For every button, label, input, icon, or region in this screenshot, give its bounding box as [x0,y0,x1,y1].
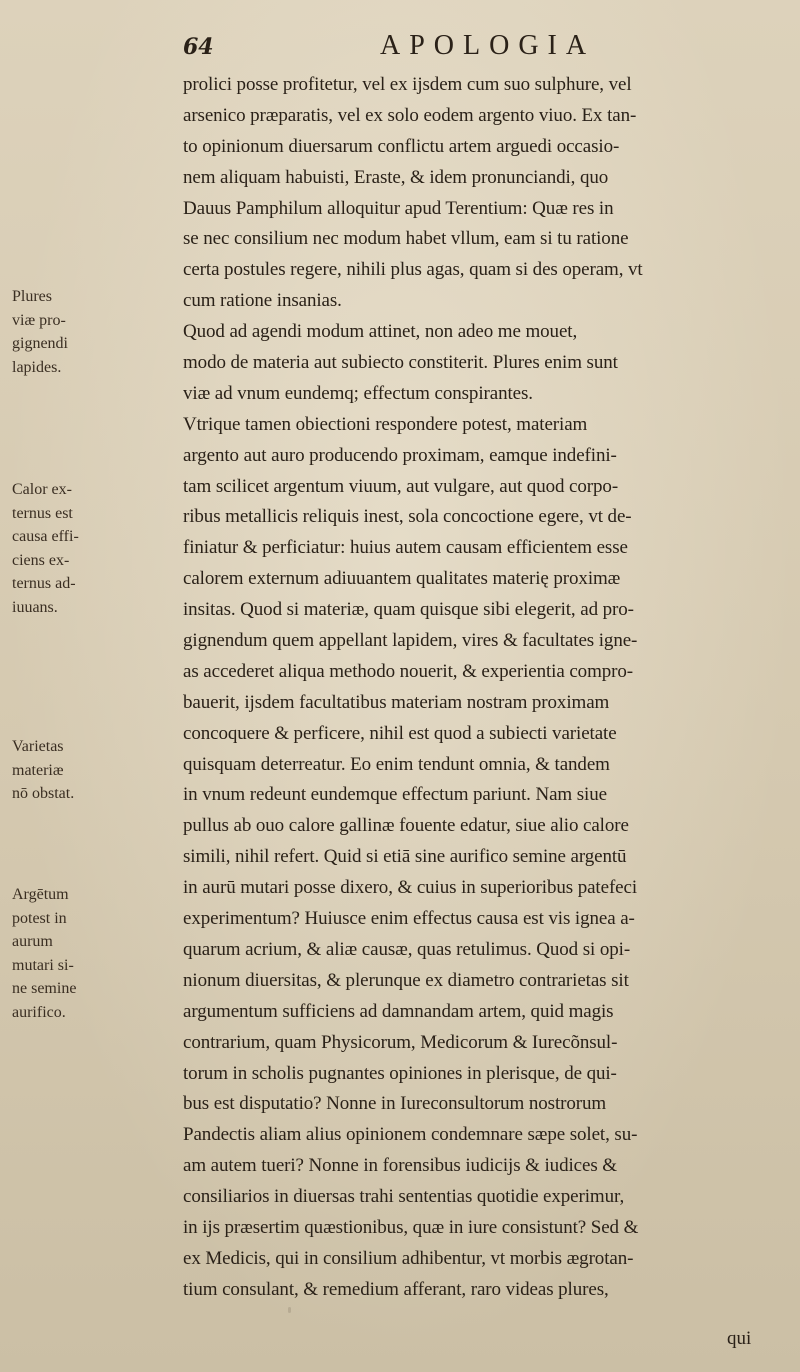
marginal-note-line: causa effi- [12,528,79,545]
text-line: am autem tueri? Nonne in forensibus iudicijs & iudices & [183,1155,617,1177]
text-line: quarum acrium, & aliæ causæ, quas retulimus. Quod si opi- [183,938,631,960]
paper-speck [288,1307,291,1313]
text-line: viæ ad vnum eundemq; effectum conspirantes. [183,382,533,404]
text-line: modo de materia aut subiecto constiterit. Plures enim sunt [183,352,618,374]
text-line: calorem externum adiuuantem qualitates materię proximæ [183,568,621,590]
marginal-note-line: aurum [12,933,53,950]
text-line: Pandectis aliam alius opinionem condemnare sæpe solet, su- [183,1124,638,1146]
text-line: nionum diuersitas, & plerunque ex diametro contrarietas sit [183,969,629,991]
text-line: experimentum? Huiusce enim effectus causa est vis ignea a- [183,908,635,930]
text-line: se nec consilium nec modum habet vllum, eam si tu ratione [183,228,629,250]
text-line: simili, nihil refert. Quid si etiā sine aurifico semine argentū [183,846,627,868]
text-line: nem aliquam habuisti, Eraste, & idem pronunciandi, quo [183,166,609,188]
text-line: prolici posse profitetur, vel ex ijsdem cum suo sulphure, vel [183,74,632,95]
text-line: concoquere & perficere, nihil est quod a subiecti varietate [183,722,617,744]
text-line: finiatur & perficiatur: huius autem causam efficientem esse [183,537,628,559]
marginal-note-line: ternus est [12,504,73,522]
text-line: torum in scholis pugnantes opiniones in plerisque, de qui- [183,1062,617,1084]
marginal-note-line: iuuans. [12,598,58,616]
text-line: ex Medicis, qui in consilium adhibentur, vt morbis ægrotan- [183,1247,634,1269]
text-line: certa postules regere, nihili plus agas, quam si des operam, vt [183,259,643,281]
running-title: APOLOGIA [380,30,596,61]
text-line: contrarium, quam Physicorum, Medicorum & Iurecõnsul- [183,1031,618,1053]
marginal-note-line: ternus ad- [12,575,76,592]
text-line: insitas. Quod si materiæ, quam quisque sibi elegerit, ad pro- [183,599,634,621]
marginal-note-line: ne semine [12,980,77,997]
text-line: argumentum sufficiens ad damnandam artem, quid magis [183,1000,614,1022]
running-head [0,30,800,70]
text-line: in vnum redeunt eundemque effectum pariunt. Nam siue [183,784,607,806]
text-line: bus est disputatio? Nonne in Iureconsultorum nostrorum [183,1093,607,1115]
marginal-note-line: potest in [12,909,67,927]
text-line: Vtrique tamen obiectioni respondere potest, materiam [183,413,588,435]
text-line: quisquam deterreatur. Eo enim tendunt omnia, & tandem [183,753,610,775]
marginal-note-line: Varietas [12,738,64,755]
marginal-note-argentum [12,883,172,1024]
text-line: pullus ab ouo calore gallinæ fouente edatur, siue alio calore [183,815,629,837]
text-line: to opinionum diuersarum conflictu artem arguedi occasio- [183,135,620,157]
text-line: arsenico præparatis, vel ex solo eodem argento viuo. Ex tan- [183,104,637,126]
marginal-note-line: mutari si- [12,956,74,974]
text-line: Dauus Pamphilum alloquitur apud Terentium: Quæ res in [183,197,614,219]
text-line: Quod ad agendi modum attinet, non adeo me mouet, [183,321,578,343]
text-line: gignendum quem appellant lapidem, vires & facultates igne- [183,630,638,652]
marginal-note-line: gignendi [12,335,68,352]
text-line: consiliarios in diuersas trahi sententias quotidie experimur, [183,1186,625,1208]
text-line: cum ratione insanias. [183,290,342,312]
text-line: ribus metallicis reliquis inest, sola concoctione egere, vt de- [183,506,632,528]
text-line: in ijs præsertim quæstionibus, quæ in iure consistunt? Sed & [183,1216,639,1238]
marginal-note-calor-externus [12,478,172,619]
text-line: in aurū mutari posse dixero, & cuius in superioribus patefeci [183,877,638,899]
marginal-note-plures-viae [12,285,172,379]
marginal-note-line: nō obstat. [12,785,75,802]
marginal-note-line: Argētum [12,886,69,903]
marginal-note-line: aurifico. [12,1003,66,1021]
marginal-note-line: lapides. [12,358,62,376]
marginal-note-line: Plures [12,288,52,305]
text-line: bauerit, ijsdem facultatibus materiam nostram proximam [183,691,610,713]
marginal-note-line: viæ pro- [12,311,66,329]
marginal-note-varietas-materiae [12,735,172,806]
text-line: tam scilicet argentum viuum, aut vulgare, aut quod corpo- [183,475,619,497]
catchword: qui [727,1328,752,1349]
text-line: as accederet aliqua methodo nouerit, & experientia compro- [183,660,634,682]
page-number: 64 [183,34,214,60]
marginal-note-line: ciens ex- [12,551,70,569]
marginal-note-line: Calor ex- [12,481,72,498]
marginal-note-line: materiæ [12,761,64,779]
text-line: tium consulant, & remedium afferant, raro videas plures, [183,1278,609,1300]
main-text [183,70,783,1306]
text-line: argento aut auro producendo proximam, eamque indefini- [183,444,617,466]
